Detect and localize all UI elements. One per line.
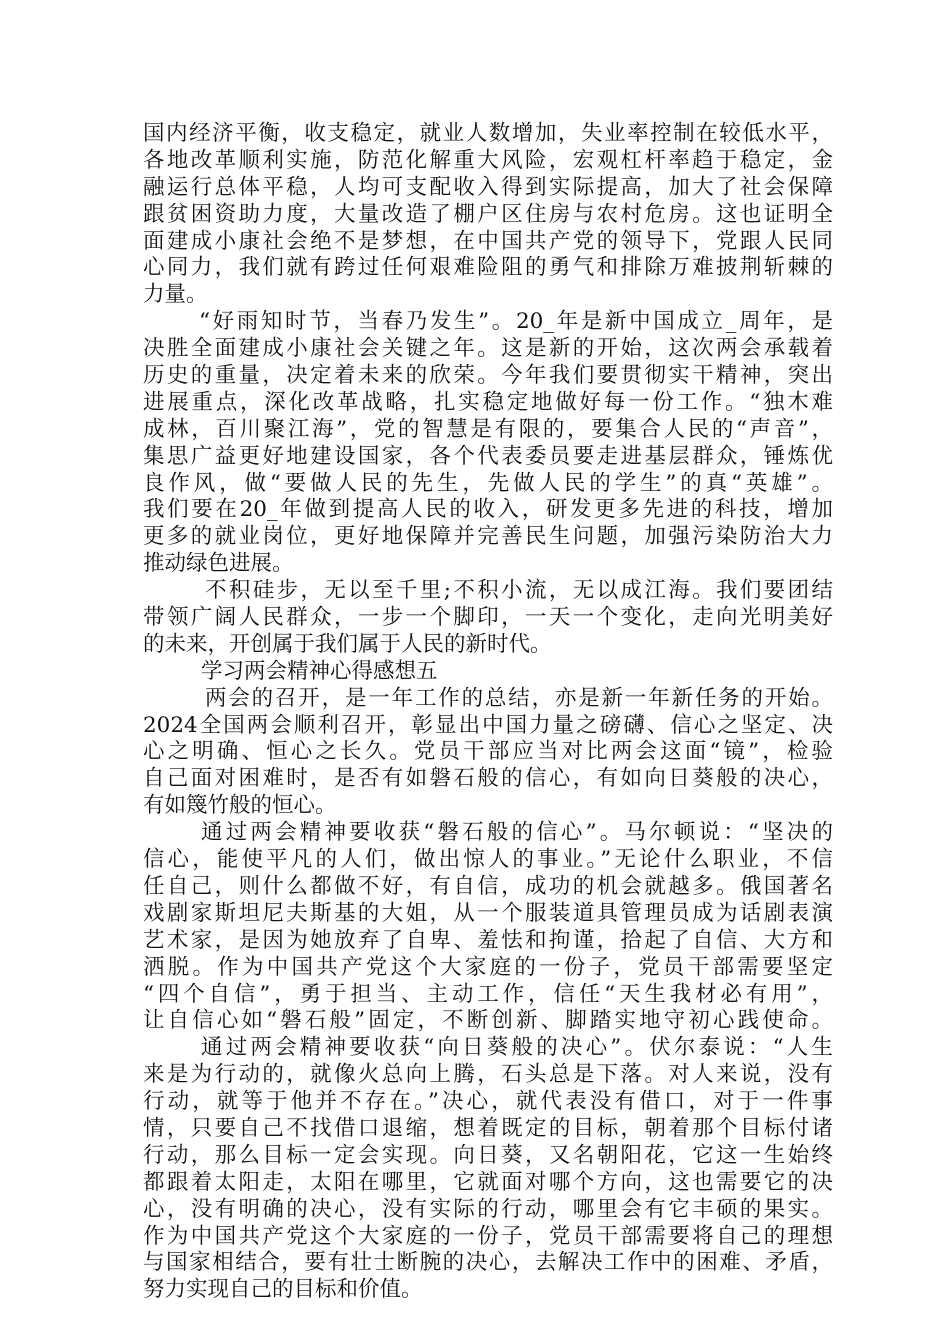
text-line: 面建成小康社会绝不是梦想，在中国共产党的领导下，党跟人民同	[143, 228, 833, 254]
text-line: 2024全国两会顺利召开，彰显出中国力量之磅礴、信心之坚定、决	[143, 712, 833, 738]
text-line: 自己面对困难时，是否有如磐石般的信心，有如向日葵般的决心，	[143, 766, 833, 792]
text-line: 洒脱。作为中国共产党这个大家庭的一份子，党员干部需要坚定	[143, 954, 833, 980]
text-line: 来是为行动的，就像火总向上腾，石头总是下落。对人来说，没有	[143, 1062, 833, 1088]
text-line: 情，只要自己不找借口退缩，想着既定的目标，朝着那个目标付诸	[143, 1115, 833, 1141]
text-line: 的未来，开创属于我们属于人民的新时代。	[143, 631, 552, 657]
text-line: 作为中国共产党这个大家庭的一份子，党员干部需要将自己的理想	[143, 1223, 833, 1249]
text-line: 跟贫困资助力度，大量改造了棚户区住房与农村危房。这也证明全	[143, 201, 833, 227]
text-line: 心同力，我们就有跨过任何艰难险阻的勇气和排除万难披荆斩棘的	[143, 255, 833, 281]
text-line: 更多的就业岗位，更好地保障并完善民生问题，加强污染防治大力	[143, 524, 833, 550]
text-line: 信心，能使平凡的人们，做出惊人的事业。”无论什么职业，不信	[143, 847, 833, 873]
text-line: 戏剧家斯坦尼夫斯基的大姐，从一个服装道具管理员成为话剧表演	[143, 900, 833, 926]
text-line: 行动，那么目标一定会实现。向日葵，又名朝阳花，它这一生始终	[143, 1142, 833, 1168]
text-line: 都跟着太阳走，太阳在哪里，它就面对哪个方向，这也需要它的决	[143, 1169, 833, 1195]
text-line: 成林，百川聚江海”，党的智慧是有限的，要集合人民的“声音”，	[143, 416, 833, 442]
text-line: 推动绿色进展。	[143, 551, 294, 577]
text-line: 心之明确、恒心之长久。党员干部应当对比两会这面“镜”，检验	[143, 739, 833, 765]
text-line: 我们要在20_年做到提高人民的收入，研发更多先进的科技，增加	[143, 497, 833, 523]
text-line: “四个自信”，勇于担当、主动工作，信任“天生我材必有用”，	[143, 981, 833, 1007]
text-line: 让自信心如“磐石般”固定，不断创新、脚踏实地守初心践使命。	[143, 1008, 833, 1034]
text-line: 艺术家，是因为她放弃了自卑、羞怯和拘谨，拾起了自信、大方和	[143, 927, 833, 953]
text-line: “好雨知时节，当春乃发生”。20_年是新中国成立_周年，是	[199, 309, 833, 335]
text-line: 心，没有明确的决心，没有实际的行动，哪里会有它丰硕的果实。	[143, 1196, 833, 1222]
text-line: 集思广益更好地建设国家，各个代表委员要走进基层群众，锤炼优	[143, 443, 833, 469]
text-line: 决胜全面建成小康社会关键之年。这是新的开始，这次两会承载着	[143, 336, 833, 362]
text-line: 学习两会精神心得感想五	[201, 658, 438, 684]
text-line: 力量。	[143, 282, 208, 308]
text-line: 努力实现自己的目标和价值。	[143, 1277, 423, 1303]
text-line: 带领广阔人民群众，一步一个脚印，一天一个变化，走向光明美好	[143, 605, 833, 631]
text-line: 历史的重量，决定着未来的欣荣。今年我们要贯彻实干精神，突出	[143, 363, 833, 389]
text-line: 融运行总体平稳，人均可支配收入得到实际提高，加大了社会保障	[143, 174, 833, 200]
text-line: 良作风，做“要做人民的先生，先做人民的学生”的真“英雄”。	[143, 470, 833, 496]
text-line: 有如篾竹般的恒心。	[143, 793, 337, 819]
text-line: 各地改革顺利实施，防范化解重大风险，宏观杠杆率趋于稳定，金	[143, 147, 833, 173]
text-line: 国内经济平衡，收支稳定，就业人数增加，失业率控制在较低水平，	[143, 121, 833, 146]
text-line: 通过两会精神要收获“向日葵般的决心”。伏尔泰说：“人生	[201, 1035, 833, 1061]
body-text	[143, 121, 833, 1304]
text-line: 任自己，则什么都做不好，有自信，成功的机会就越多。俄国著名	[143, 873, 833, 899]
text-line: 不积硅步，无以至千里;不积小流，无以成江海。我们要团结	[205, 578, 833, 604]
text-line: 两会的召开，是一年工作的总结，亦是新一年新任务的开始。	[205, 685, 833, 711]
text-line: 进展重点，深化改革战略，扎实稳定地做好每一份工作。“独木难	[143, 389, 833, 415]
text-line: 行动，就等于他并不存在。”决心，就代表没有借口，对于一件事	[143, 1089, 833, 1115]
text-line: 与国家相结合，要有壮士断腕的决心，去解决工作中的困难、矛盾，	[143, 1250, 833, 1276]
text-line: 通过两会精神要收获“磐石般的信心”。马尔顿说：“坚决的	[201, 820, 833, 846]
